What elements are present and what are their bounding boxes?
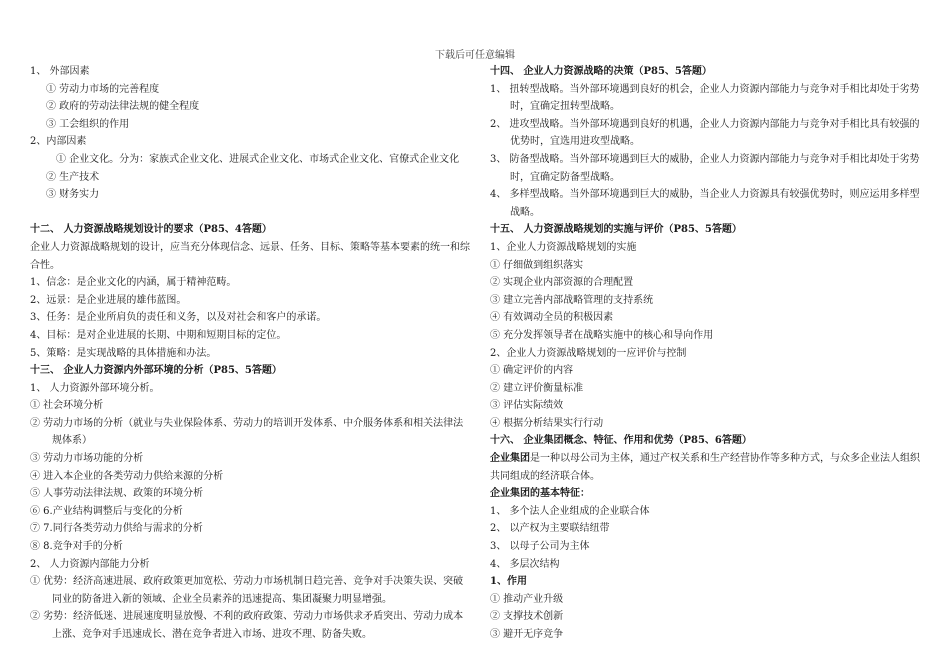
list-item: ② 建立评价衡量标准 [490,382,584,394]
section-15-implementation-evaluation [490,221,926,432]
list-item: ③ 避开无序竞争 [490,629,564,640]
term-definition: 是一种以母公司为主体，通过产权关系和生产经营协作等多种方式，与众多企业法人组织共同组成的经济联合体。 [490,453,920,482]
right-column [490,63,926,644]
list-item: 2、 以产权为主要联结纽带 [490,523,610,535]
list-item: ② 实现企业内部资源的合理配置 [490,277,634,289]
list-item: 4、目标：是对企业进展的长期、中期和短期目标的定位。 [30,329,287,341]
list-item: ① 企业文化。分为：家族式企业文化、进展式企业文化、市场式企业文化、官僚式企业文化 [56,153,460,165]
section-heading: 十五、 人力资源战略规划的实施与评价（P85、5答题） [490,224,742,236]
list-item: 1、 人力资源外部环境分析。 [30,382,160,394]
section-heading: 十六、 企业集团概念、特征、作用和优势（P85、6答题） [490,435,752,447]
list-item: ① 优势：经济高速进展、政府政策更加宽松、劳动力市场机制日趋完善、竞争对手决策失误、突破同业的防备进入新的领域、企业全员素养的迅速提高、集团凝聚力明显增强。 [30,576,464,605]
list-item: 2、 进攻型战略。当外部环境遇到良好的机遇，企业人力资源内部能力与竞争对手相比具有较强的优势时，宜选用进攻型战略。 [490,118,920,148]
list-item: ⑤ 充分发挥领导者在战略实施中的核心和导向作用 [490,329,714,341]
subheading: 1、作用 [490,576,527,588]
section-14-strategy-decision [490,63,926,221]
list-item: 1、信念：是企业文化的内涵，属于精神范畴。 [30,277,237,289]
page-header-note: 下载后可任意编辑 [435,50,515,61]
list-item: ④ 进入本企业的各类劳动力供给来源的分析 [30,470,224,482]
section-external-internal-factors [30,63,470,204]
list-item: 2、远景：是企业进展的雄伟蓝图。 [30,294,187,306]
list-item: ⑦ 7.同行各类劳动力供给与需求的分析 [30,523,203,535]
left-column [30,63,470,644]
list-item: ② 政府的劳动法律法规的健全程度 [46,101,200,113]
subheading: 企业集团的基本特征： [490,488,590,500]
section-13-environment-analysis [30,362,470,644]
section-12-strategy-design [30,221,470,362]
list-item: ③ 建立完善内部战略管理的支持系统 [490,294,654,306]
list-item: ⑧ 8.竞争对手的分析 [30,541,123,553]
list-item: ① 推动产业升级 [490,593,564,605]
section-heading: 十四、 企业人力资源战略的决策（P85、5答题） [490,66,712,77]
list-item: ① 确定评价的内容 [490,365,574,377]
list-item: 1、 扭转型战略。当外部环境遇到良好的机会，企业人力资源内部能力与竞争对手相比却处于劣势时，宜确定扭转型战略。 [490,83,920,113]
list-item: 2、 人力资源内部能力分析 [30,558,150,570]
list-item: ① 社会环境分析 [30,400,104,412]
list-item: ① 仔细做到组织落实 [490,259,584,271]
term-bold: 企业集团 [490,453,530,465]
list-item: 1、 外部因素 [30,66,90,77]
list-item: ④ 有效调动全员的积极因素 [490,312,614,324]
list-item: ⑤ 人事劳动法律法规、政策的环境分析 [30,488,204,500]
list-item: ③ 评估实际绩效 [490,400,564,412]
list-item: 3、 防备型战略。当外部环境遇到巨大的威胁，企业人力资源内部能力与竞争对手相比却处于劣势时，宜确定防备型战略。 [490,153,920,183]
paragraph: 企业人力资源战略规划的设计，应当充分体现信念、远景、任务、目标、策略等基本要素的统一和综合性。 [30,241,470,271]
list-item: ① 劳动力市场的完善程度 [46,83,160,95]
paragraph [490,450,926,485]
list-item: 5、策略：是实现战略的具体措施和办法。 [30,347,217,359]
list-item: 4、 多层次结构 [490,558,560,570]
list-item: ② 劳动力市场的分析（就业与失业保险体系、劳动力的培训开发体系、中介服务体系和相关法律法规体系） [30,417,464,447]
list-item: ③ 财务实力 [46,189,100,201]
list-item: 2、内部因素 [30,136,87,148]
list-item: 1、企业人力资源战略规划的实施 [490,241,637,253]
list-item: ③ 劳动力市场功能的分析 [30,453,144,465]
list-item: 4、 多样型战略。当外部环境遇到巨大的威胁，当企业人力资源具有较强优势时，则应运用多样型战略。 [490,189,920,218]
list-item: 2、企业人力资源战略规划的一应评价与控制 [490,347,687,359]
section-heading: 十二、 人力资源战略规划设计的要求（P85、4答题） [30,224,272,236]
list-item: ② 支撑技术创新 [490,611,564,623]
section-heading: 十三、 企业人力资源内外部环境的分析（P85、5答题） [30,365,282,377]
list-item: 3、 以母子公司为主体 [490,541,590,553]
section-16-enterprise-group [490,432,926,643]
list-item: ② 生产技术 [46,171,100,183]
list-item: ② 劣势：经济低迷、进展速度明显放慢、不利的政府政策、劳动力市场供求矛盾突出、劳动力成本上涨、竞争对手迅速成长、潜在竞争者进入市场、进攻不理、防备失败。 [30,611,464,640]
list-item: ③ 工会组织的作用 [46,118,130,130]
list-item: 1、 多个法人企业组成的企业联合体 [490,505,650,517]
list-item: ④ 根据分析结果实行行动 [490,417,604,429]
list-item: 3、任务：是企业所肩负的责任和义务，以及对社会和客户的承诺。 [30,312,327,324]
list-item: ⑥ 6.产业结构调整后与变化的分析 [30,505,183,517]
